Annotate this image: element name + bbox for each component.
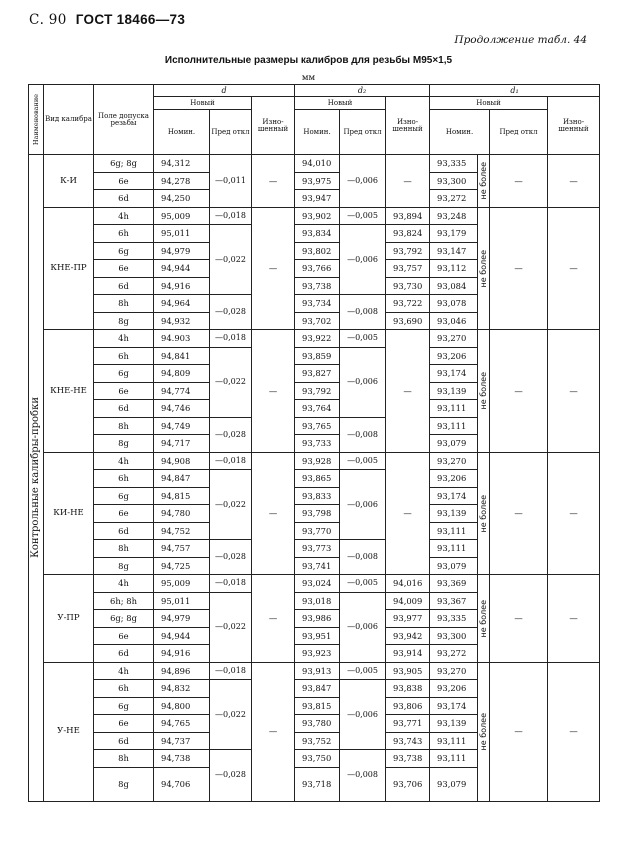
- d1-worn: —: [548, 452, 600, 575]
- table-row: [29, 155, 600, 173]
- table-row: [29, 330, 600, 348]
- d-deviation: —0,022: [210, 680, 252, 750]
- d2-worn: 93,977: [386, 610, 430, 628]
- d1-nominal: 93,270: [430, 452, 478, 470]
- tolerance-field: 4h: [94, 207, 154, 225]
- tolerance-field: 6h: [94, 680, 154, 698]
- col-d2-new: Новый: [295, 97, 386, 110]
- d1-nominal: 93,147: [430, 242, 478, 260]
- tolerance-field: 6g: [94, 697, 154, 715]
- d1-nominal: 93,111: [430, 750, 478, 768]
- table-title: Исполнительные размеры калибров для резьбы М95×1,5: [164, 55, 453, 66]
- d-nominal: 94,780: [154, 505, 210, 523]
- d-nominal: 94,847: [154, 470, 210, 488]
- col-d1-limit: Пред откл: [490, 110, 548, 155]
- d2-nominal: 93,750: [295, 750, 340, 768]
- tolerance-field: 4h: [94, 575, 154, 593]
- d2-worn: 93,914: [386, 645, 430, 663]
- d1-nominal: 93,174: [430, 365, 478, 383]
- d2-nominal: 94,010: [295, 155, 340, 173]
- tolerance-field: 8g: [94, 767, 154, 801]
- d2-worn: 93,706: [386, 767, 430, 801]
- d2-deviation: —0,006: [340, 155, 386, 208]
- d1-limit: —: [490, 575, 548, 663]
- d-deviation: —0,018: [210, 575, 252, 593]
- tolerance-field: 6e: [94, 627, 154, 645]
- tolerance-field: 6h: [94, 470, 154, 488]
- d-nominal: 94,278: [154, 172, 210, 190]
- d2-nominal: 93,951: [295, 627, 340, 645]
- d2-nominal: 93,773: [295, 540, 340, 558]
- ne-bolee: не более: [478, 452, 490, 575]
- d2-nominal: 93,792: [295, 382, 340, 400]
- d1-nominal: 93,174: [430, 697, 478, 715]
- d1-nominal: 93,335: [430, 610, 478, 628]
- d2-deviation: —0,008: [340, 295, 386, 330]
- d2-deviation: —0,006: [340, 592, 386, 662]
- d-deviation: —0,018: [210, 207, 252, 225]
- unit-label: мм: [301, 73, 316, 83]
- d-worn: —: [252, 452, 295, 575]
- ne-bolee: не более: [478, 662, 490, 801]
- d-nominal: 94,832: [154, 680, 210, 698]
- page-number: С. 90: [29, 12, 67, 28]
- tolerance-field: 8g: [94, 557, 154, 575]
- d2-nominal: 93,752: [295, 732, 340, 750]
- gauge-kind: К-И: [44, 155, 94, 208]
- d-worn: —: [252, 207, 295, 330]
- col-d1-worn: Изно-шенный: [548, 97, 600, 155]
- col-d2: d₂: [295, 85, 430, 97]
- tolerance-field: 6d: [94, 732, 154, 750]
- tolerance-field: 6g; 8g: [94, 155, 154, 173]
- d-deviation: —0,011: [210, 155, 252, 208]
- table-row: [29, 662, 600, 680]
- col-field: Поле допуска резьбы: [94, 85, 154, 155]
- d1-nominal: 93,369: [430, 575, 478, 593]
- d2-deviation: —0,008: [340, 417, 386, 452]
- d1-nominal: 93,206: [430, 470, 478, 488]
- standard-number: ГОСТ 18466—73: [75, 12, 186, 27]
- d-nominal: 94,932: [154, 312, 210, 330]
- table-continuation: Продолжение табл. 44: [454, 34, 587, 46]
- col-d2-limit: Пред откл: [340, 110, 386, 155]
- d-nominal: 95,009: [154, 575, 210, 593]
- d-deviation: —0,022: [210, 592, 252, 662]
- d2-nominal: 93,770: [295, 522, 340, 540]
- d1-nominal: 93,111: [430, 417, 478, 435]
- d1-nominal: 93,111: [430, 522, 478, 540]
- d-nominal: 95,009: [154, 207, 210, 225]
- tolerance-field: 8g: [94, 312, 154, 330]
- d2-nominal: 93,847: [295, 680, 340, 698]
- d2-deviation: —0,006: [340, 347, 386, 417]
- d-nominal: 94,944: [154, 627, 210, 645]
- d-nominal: 94.903: [154, 330, 210, 348]
- d2-nominal: 93,922: [295, 330, 340, 348]
- d1-worn: —: [548, 155, 600, 208]
- d-nominal: 94,964: [154, 295, 210, 313]
- tolerance-field: 6e: [94, 505, 154, 523]
- d2-worn: 94,009: [386, 592, 430, 610]
- d-deviation: —0,028: [210, 750, 252, 802]
- d-nominal: 94,717: [154, 435, 210, 453]
- d2-nominal: 93,734: [295, 295, 340, 313]
- d1-nominal: 93,179: [430, 225, 478, 243]
- d1-nominal: 93,139: [430, 382, 478, 400]
- d1-nominal: 93,174: [430, 487, 478, 505]
- d-nominal: 94,916: [154, 645, 210, 663]
- d-worn: —: [252, 662, 295, 801]
- tolerance-field: 4h: [94, 330, 154, 348]
- d2-nominal: 93,815: [295, 697, 340, 715]
- col-d: d: [154, 85, 295, 97]
- d-nominal: 94,809: [154, 365, 210, 383]
- d2-nominal: 93,024: [295, 575, 340, 593]
- tolerance-field: 8h: [94, 540, 154, 558]
- d1-nominal: 93,079: [430, 435, 478, 453]
- tolerance-field: 6h: [94, 225, 154, 243]
- d1-nominal: 93,272: [430, 190, 478, 208]
- d2-worn: 93,894: [386, 207, 430, 225]
- tolerance-field: 8h: [94, 295, 154, 313]
- tolerance-field: 6e: [94, 715, 154, 733]
- d2-deviation: —0,008: [340, 540, 386, 575]
- d2-nominal: 93,718: [295, 767, 340, 801]
- gauge-dimensions-table: [28, 84, 600, 802]
- d-nominal: 94,757: [154, 540, 210, 558]
- tolerance-field: 6g; 8g: [94, 610, 154, 628]
- d2-nominal: 93,738: [295, 277, 340, 295]
- tolerance-field: 8h: [94, 750, 154, 768]
- d1-nominal: 93,139: [430, 505, 478, 523]
- d1-nominal: 93,084: [430, 277, 478, 295]
- d2-nominal: 93,827: [295, 365, 340, 383]
- d2-worn: —: [386, 155, 430, 208]
- d2-deviation: —0,005: [340, 452, 386, 470]
- d-worn: —: [252, 575, 295, 663]
- gauge-kind: У-НЕ: [44, 662, 94, 801]
- d1-nominal: 93,111: [430, 540, 478, 558]
- d-nominal: 94,800: [154, 697, 210, 715]
- ne-bolee: не более: [478, 155, 490, 208]
- d2-worn: 93,730: [386, 277, 430, 295]
- d-nominal: 94,312: [154, 155, 210, 173]
- d-nominal: 94,765: [154, 715, 210, 733]
- d2-worn: 93,771: [386, 715, 430, 733]
- d2-worn: 93,738: [386, 750, 430, 768]
- d2-nominal: 93,733: [295, 435, 340, 453]
- d1-nominal: 93,078: [430, 295, 478, 313]
- d2-nominal: 93,741: [295, 557, 340, 575]
- d2-worn: 93,942: [386, 627, 430, 645]
- d-nominal: 95,011: [154, 225, 210, 243]
- d-nominal: 94,916: [154, 277, 210, 295]
- d1-nominal: 93,111: [430, 732, 478, 750]
- d-nominal: 94,725: [154, 557, 210, 575]
- d-deviation: —0,022: [210, 470, 252, 540]
- d2-nominal: 93,834: [295, 225, 340, 243]
- gauge-kind: КНЕ-ПР: [44, 207, 94, 330]
- col-d-new: Новый: [154, 97, 252, 110]
- d2-nominal: 93,859: [295, 347, 340, 365]
- d1-nominal: 93,206: [430, 680, 478, 698]
- d-nominal: 94,738: [154, 750, 210, 768]
- col-name: Наименование: [29, 85, 44, 155]
- d-nominal: 94,706: [154, 767, 210, 801]
- d-nominal: 94,749: [154, 417, 210, 435]
- d-nominal: 94,908: [154, 452, 210, 470]
- d2-worn: 93,722: [386, 295, 430, 313]
- d2-nominal: 93,913: [295, 662, 340, 680]
- d2-deviation: —0,005: [340, 662, 386, 680]
- tolerance-field: 6e: [94, 260, 154, 278]
- side-label: Контрольные калибры-пробки: [29, 155, 44, 802]
- d1-nominal: 93,112: [430, 260, 478, 278]
- d2-nominal: 93,923: [295, 645, 340, 663]
- d1-nominal: 93,300: [430, 172, 478, 190]
- d2-worn: 93,824: [386, 225, 430, 243]
- tolerance-field: 6h: [94, 347, 154, 365]
- gauge-kind: КИ-НЕ: [44, 452, 94, 575]
- d1-nominal: 93,335: [430, 155, 478, 173]
- d2-worn: 93,690: [386, 312, 430, 330]
- d2-worn: 94,016: [386, 575, 430, 593]
- tolerance-field: 8g: [94, 435, 154, 453]
- d2-worn: —: [386, 452, 430, 575]
- col-d2-nominal: Номин.: [295, 110, 340, 155]
- col-d2-worn: Изно-шенный: [386, 97, 430, 155]
- tolerance-field: 4h: [94, 662, 154, 680]
- d1-limit: —: [490, 662, 548, 801]
- d-deviation: —0,018: [210, 662, 252, 680]
- page-header: [29, 12, 185, 28]
- d-deviation: —0,028: [210, 417, 252, 452]
- d2-nominal: 93,833: [295, 487, 340, 505]
- d-deviation: —0,028: [210, 295, 252, 330]
- d2-deviation: —0,008: [340, 750, 386, 802]
- d1-nominal: 93,367: [430, 592, 478, 610]
- d-nominal: 95,011: [154, 592, 210, 610]
- d-nominal: 94,841: [154, 347, 210, 365]
- d1-nominal: 93,046: [430, 312, 478, 330]
- d2-nominal: 93,902: [295, 207, 340, 225]
- d2-deviation: —0,005: [340, 207, 386, 225]
- gauge-kind: У-ПР: [44, 575, 94, 663]
- tolerance-field: 6g: [94, 242, 154, 260]
- d2-worn: —: [386, 330, 430, 453]
- d-deviation: —0,028: [210, 540, 252, 575]
- d1-limit: —: [490, 330, 548, 453]
- d2-worn: 93,792: [386, 242, 430, 260]
- col-d-nominal: Номин.: [154, 110, 210, 155]
- d1-worn: —: [548, 330, 600, 453]
- tolerance-field: 6h; 8h: [94, 592, 154, 610]
- d-deviation: —0,018: [210, 452, 252, 470]
- d-deviation: —0,018: [210, 330, 252, 348]
- d-nominal: 94,737: [154, 732, 210, 750]
- d1-limit: —: [490, 207, 548, 330]
- d1-nominal: 93,270: [430, 330, 478, 348]
- tolerance-field: 6d: [94, 190, 154, 208]
- d2-deviation: —0,006: [340, 470, 386, 540]
- d-deviation: —0,022: [210, 347, 252, 417]
- ne-bolee: не более: [478, 207, 490, 330]
- d-worn: —: [252, 155, 295, 208]
- d1-nominal: 93,206: [430, 347, 478, 365]
- table-row: [29, 452, 600, 470]
- d2-nominal: 93,947: [295, 190, 340, 208]
- col-d-limit: Пред откл: [210, 110, 252, 155]
- d-worn: —: [252, 330, 295, 453]
- d-nominal: 94,774: [154, 382, 210, 400]
- d-nominal: 94,944: [154, 260, 210, 278]
- tolerance-field: 8h: [94, 417, 154, 435]
- d2-nominal: 93,018: [295, 592, 340, 610]
- d1-nominal: 93,111: [430, 400, 478, 418]
- gauge-kind: КНЕ-НЕ: [44, 330, 94, 453]
- d2-nominal: 93,702: [295, 312, 340, 330]
- d2-deviation: —0,005: [340, 575, 386, 593]
- d2-nominal: 93,802: [295, 242, 340, 260]
- d2-worn: 93,743: [386, 732, 430, 750]
- d2-nominal: 93,975: [295, 172, 340, 190]
- tolerance-field: 6g: [94, 365, 154, 383]
- d2-deviation: —0,005: [340, 330, 386, 348]
- d1-worn: —: [548, 575, 600, 663]
- d2-nominal: 93,928: [295, 452, 340, 470]
- d1-worn: —: [548, 207, 600, 330]
- col-d1: d₁: [430, 85, 600, 97]
- d1-limit: —: [490, 452, 548, 575]
- d1-nominal: 93,248: [430, 207, 478, 225]
- d-nominal: 94,815: [154, 487, 210, 505]
- d1-limit: —: [490, 155, 548, 208]
- d2-worn: 93,905: [386, 662, 430, 680]
- col-d1-nominal: Номин.: [430, 110, 490, 155]
- tolerance-field: 6d: [94, 645, 154, 663]
- table-row: [29, 207, 600, 225]
- d-nominal: 94,250: [154, 190, 210, 208]
- d-nominal: 94,979: [154, 242, 210, 260]
- d2-nominal: 93,766: [295, 260, 340, 278]
- d1-nominal: 93,300: [430, 627, 478, 645]
- d1-nominal: 93,272: [430, 645, 478, 663]
- d2-worn: 93,806: [386, 697, 430, 715]
- tolerance-field: 6d: [94, 522, 154, 540]
- d2-nominal: 93,765: [295, 417, 340, 435]
- col-d-worn: Изно-шенный: [252, 97, 295, 155]
- d-nominal: 94,979: [154, 610, 210, 628]
- d2-nominal: 93,798: [295, 505, 340, 523]
- tolerance-field: 6e: [94, 382, 154, 400]
- d2-nominal: 93,780: [295, 715, 340, 733]
- d-nominal: 94,752: [154, 522, 210, 540]
- col-d1-new: Новый: [430, 97, 548, 110]
- d2-worn: 93,838: [386, 680, 430, 698]
- tolerance-field: 6d: [94, 400, 154, 418]
- table-row: [29, 575, 600, 593]
- d1-nominal: 93,270: [430, 662, 478, 680]
- tolerance-field: 6d: [94, 277, 154, 295]
- d2-worn: 93,757: [386, 260, 430, 278]
- d2-deviation: —0,006: [340, 225, 386, 295]
- d1-worn: —: [548, 662, 600, 801]
- tolerance-field: 6g: [94, 487, 154, 505]
- d-deviation: —0,022: [210, 225, 252, 295]
- tolerance-field: 6e: [94, 172, 154, 190]
- d1-nominal: 93,079: [430, 557, 478, 575]
- d-nominal: 94,896: [154, 662, 210, 680]
- tolerance-field: 4h: [94, 452, 154, 470]
- d-nominal: 94,746: [154, 400, 210, 418]
- d2-nominal: 93,986: [295, 610, 340, 628]
- d2-nominal: 93,865: [295, 470, 340, 488]
- ne-bolee: не более: [478, 575, 490, 663]
- d1-nominal: 93,139: [430, 715, 478, 733]
- d2-deviation: —0,006: [340, 680, 386, 750]
- d2-nominal: 93,764: [295, 400, 340, 418]
- ne-bolee: не более: [478, 330, 490, 453]
- col-kind: Вид калибра: [44, 85, 94, 155]
- d1-nominal: 93,079: [430, 767, 478, 801]
